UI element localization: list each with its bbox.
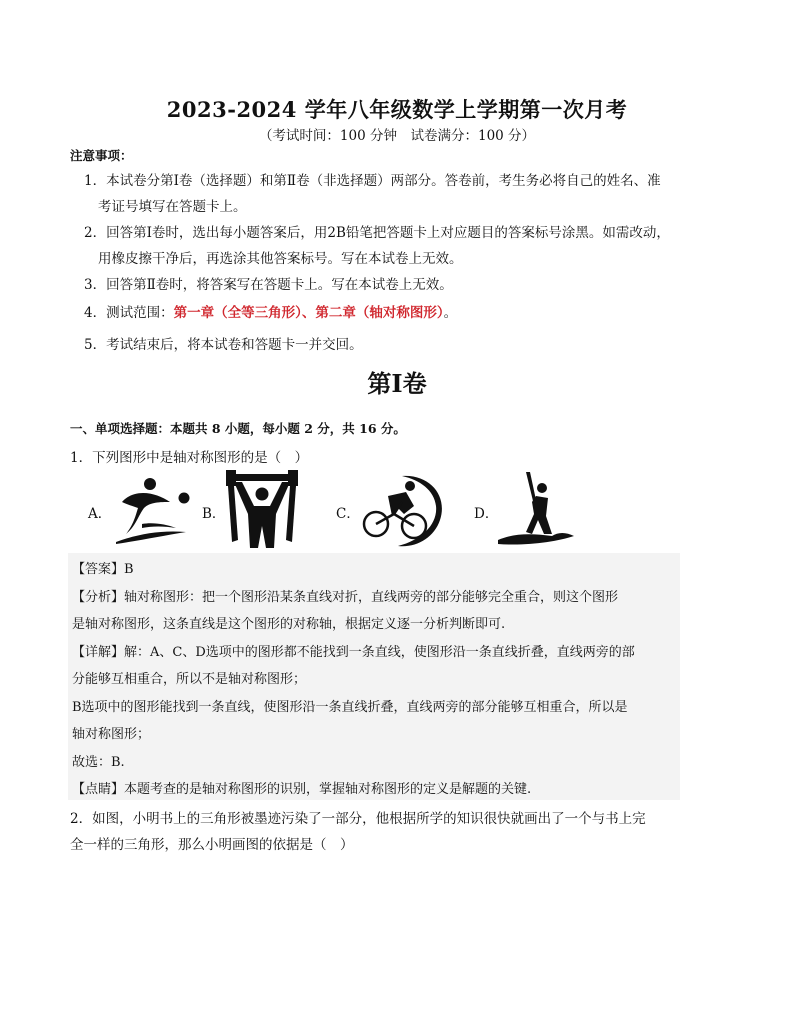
answer-explanation	[68, 553, 680, 800]
notice-item-5	[84, 332, 704, 358]
option-a	[88, 470, 198, 552]
notice-list	[84, 168, 704, 358]
detail-line: B选项中的图形能找到一条直线，使图形沿一条直线折叠，直线两旁的部分能够互相重合，所以是	[72, 700, 628, 715]
golfer-icon	[496, 472, 576, 548]
option-label: C．	[336, 506, 360, 522]
notice-text-continued: 考证号填写在答题卡上。	[98, 199, 247, 215]
test-scope-highlight: 第一章（全等三角形）、第二章（轴对称图形）	[173, 305, 444, 321]
notice-number: 3．	[84, 277, 107, 293]
notice-item-3	[84, 272, 704, 298]
notice-number: 5．	[84, 337, 107, 353]
exam-info: （考试时间：100 分钟 试卷满分：100 分）	[258, 128, 536, 144]
analysis-line: 【分析】轴对称图形：把一个图形沿某条直线对折，直线两旁的部分能够完全重合，则这个图形	[72, 590, 619, 605]
analysis-line: 是轴对称图形，这条直线是这个图形的对称轴，根据定义逐一分析判断即可.	[72, 617, 506, 632]
cyclist-icon	[358, 472, 446, 550]
section-heading: 一、单项选择题：本题共 8 小题，每小题 2 分，共 16 分。	[70, 421, 406, 436]
notice-text: 考试结束后，将本试卷和答题卡一并交回。	[106, 337, 363, 353]
question-2-line-1: 2．如图，小明书上的三角形被墨迹污染了一部分，他根据所学的知识很快就画出了一个与书上完	[70, 811, 646, 827]
answer-line: 【答案】B	[72, 562, 134, 577]
choice-line: 故选：B.	[72, 755, 125, 770]
comment-line: 【点睛】本题考查的是轴对称图形的识别，掌握轴对称图形的定义是解题的关键.	[72, 782, 532, 797]
question-1-options	[70, 470, 710, 552]
notice-text: 测试范围：	[106, 305, 174, 321]
detail-line: 分能够互相重合，所以不是轴对称图形；	[72, 672, 307, 687]
option-label: A．	[88, 506, 112, 522]
volume-title: 第Ⅰ卷	[367, 369, 427, 398]
question-2-stem	[70, 806, 690, 858]
detail-line: 【详解】解：A、C、D选项中的图形都不能找到一条直线，使图形沿一条直线折叠，直线两旁的部	[72, 645, 635, 660]
notice-heading: 注意事项：	[70, 148, 133, 163]
notice-text: 回答第Ⅰ卷时，选出每小题答案后，用2B铅笔把答题卡上对应题目的答案标号涂黑。如需改动，	[106, 225, 670, 241]
option-d	[474, 470, 584, 552]
notice-text-continued: 用橡皮擦干净后，再选涂其他答案标号。写在本试卷上无效。	[98, 251, 463, 267]
notice-item-4	[84, 300, 704, 326]
option-c	[336, 470, 456, 552]
notice-text: 本试卷分第Ⅰ卷（选择题）和第Ⅱ卷（非选择题）两部分。答卷前，考生务必将自己的姓名、准	[106, 173, 661, 189]
option-label: B．	[202, 506, 226, 522]
notice-number: 2．	[84, 225, 107, 241]
option-label: D．	[474, 506, 499, 522]
notice-item-1	[84, 168, 704, 220]
detail-line: 轴对称图形；	[72, 727, 151, 742]
option-b	[202, 470, 302, 552]
notice-number: 4．	[84, 305, 107, 321]
question-2-line-2: 全一样的三角形，那么小明画图的依据是（ ）	[70, 837, 354, 853]
weightlifter-icon	[224, 470, 300, 550]
page-title: 2023-2024 学年八年级数学上学期第一次月考	[166, 97, 628, 122]
question-1-stem: 1．下列图形中是轴对称图形的是（ ）	[70, 450, 309, 466]
notice-number: 1．	[84, 173, 107, 189]
notice-text-end: 。	[443, 305, 458, 321]
notice-item-2	[84, 220, 704, 272]
notice-text: 回答第Ⅱ卷时，将答案写在答题卡上。写在本试卷上无效。	[106, 277, 453, 293]
volleyball-player-icon	[112, 472, 196, 546]
